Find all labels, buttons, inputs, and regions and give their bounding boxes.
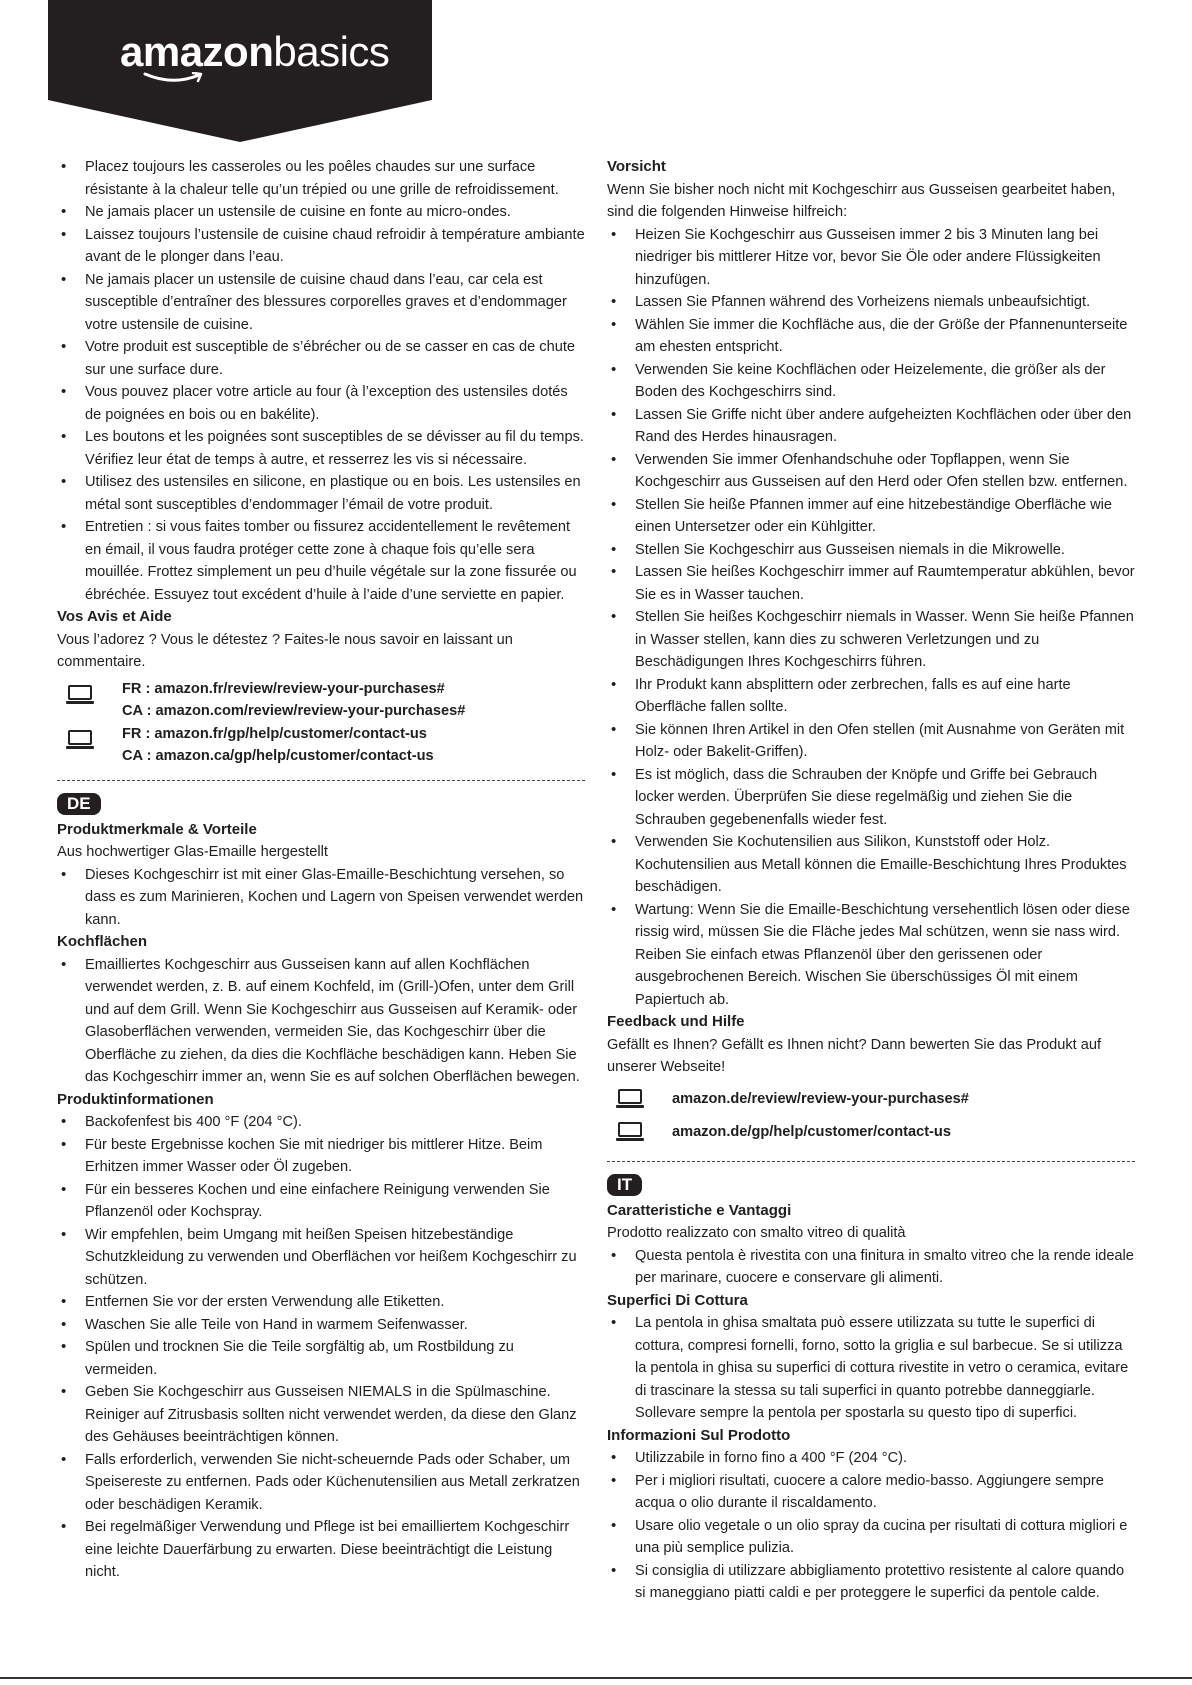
fr-link-review-fr[interactable] — [57, 678, 585, 701]
de-features-list — [57, 864, 585, 932]
logo-basics-text: basics — [273, 28, 390, 75]
it-info-heading: Informazioni Sul Prodotto — [607, 1426, 791, 1444]
fr-feedback-text: Vous l’adorez ? Vous le détestez ? Faites-le nous savoir en laissant un commentaire. — [57, 631, 513, 670]
list-item: • Waschen Sie alle Teile von Hand in warmem Seifenwasser. — [57, 1314, 585, 1337]
list-item: • Wählen Sie immer die Kochfläche aus, die der Größe der Pfannenunterseite am ehesten entspricht. — [607, 314, 1135, 359]
logo-amazon-text: amazon — [120, 28, 274, 75]
list-item: • Spülen und trocknen Sie die Teile sorgfältig ab, um Rostbildung zu vermeiden. — [57, 1336, 585, 1381]
list-item: • Utilizzabile in forno fino a 400 °F (204 °C). — [607, 1447, 1135, 1470]
list-item: • Per i migliori risultati, cuocere a calore medio-basso. Aggiungere sempre acqua o olio durante il riscaldamento. — [607, 1470, 1135, 1515]
de-link-review[interactable] — [607, 1083, 1135, 1116]
list-item: • Emailliertes Kochgeschirr aus Gusseisen kann auf allen Kochflächen verwendet werden, z. B. auf einem Kochfeld, im (Grill-)Ofen, unter dem Grill und auf dem Grill. Wenn Sie Kochgeschirr aus Gusseisen auf Keramik- oder Glasoberflächen verwenden, vermeiden Sie, das Kochgeschirr über die Oberfläche zu ziehen, da dies die Kochfläche beschädigen kann. Heben Sie das Kochgeschirr immer an, wenn Sie es auf solchen Oberflächen bewegen. — [57, 954, 585, 1089]
list-item: • Utilisez des ustensiles en silicone, en plastique ou en bois. Les ustensiles en métal sont susceptibles d’endommager l’émail de votre produit. — [57, 471, 585, 516]
language-badge-de: DE — [57, 793, 101, 815]
list-item: • Si consiglia di utilizzare abbigliamento protettivo resistente al calore quando si maneggiano piatti caldi e per proteggere le superfici da pentole calde. — [607, 1560, 1135, 1605]
list-item: • Für ein besseres Kochen und eine einfachere Reinigung verwenden Sie Pflanzenöl oder Kochspray. — [57, 1179, 585, 1224]
brand-logo — [120, 28, 389, 76]
link-text[interactable]: CA : amazon.ca/gp/help/customer/contact-us — [122, 748, 434, 764]
de-surfaces-list — [57, 954, 585, 1089]
list-item: • Lassen Sie Griffe nicht über andere aufgeheizten Kochflächen oder über den Rand des Herdes hinausragen. — [607, 404, 1135, 449]
list-item: • Vous pouvez placer votre article au four (à l’exception des ustensiles dotés de poignées en bois ou en bakélite). — [57, 381, 585, 426]
list-item: • Verwenden Sie immer Ofenhandschuhe oder Topflappen, wenn Sie Kochgeschirr aus Gusseisen auf den Herd oder Ofen stellen bzw. entfernen. — [607, 449, 1135, 494]
list-item: • Ihr Produkt kann absplittern oder zerbrechen, falls es auf eine harte Oberfläche fallen sollte. — [607, 674, 1135, 719]
de-link-group — [607, 1083, 1135, 1149]
right-column — [607, 156, 1135, 1605]
fr-feedback-heading: Vos Avis et Aide — [57, 608, 172, 625]
list-item: • Stellen Sie heißes Kochgeschirr niemals in Wasser. Wenn Sie heiße Pfannen in Wasser stellen, kann dies zu schweren Verletzungen und zu Beschädigungen Ihres Kochgeschirrs führen. — [607, 606, 1135, 674]
list-item: • Laissez toujours l’ustensile de cuisine chaud refroidir à température ambiante avant de le plonger dans l’eau. — [57, 224, 585, 269]
list-item: • Geben Sie Kochgeschirr aus Gusseisen NIEMALS in die Spülmaschine. Reiniger auf Zitrusbasis sollten nicht verwendet werden, da diese den Glanz des Gehäuses beeinträchtigen können. — [57, 1381, 585, 1449]
link-text[interactable]: FR : amazon.fr/review/review-your-purchases# — [122, 680, 445, 697]
list-item: • Entfernen Sie vor der ersten Verwendung alle Etiketten. — [57, 1291, 585, 1314]
list-item: • Stellen Sie Kochgeschirr aus Gusseisen niemals in die Mikrowelle. — [607, 539, 1135, 562]
list-item: • Für beste Ergebnisse kochen Sie mit niedriger bis mittlerer Hitze. Beim Erhitzen immer Wasser oder Öl zugeben. — [57, 1134, 585, 1179]
de-surfaces-heading: Kochflächen — [57, 933, 148, 950]
de-info-list — [57, 1111, 585, 1584]
list-item: • Wartung: Wenn Sie die Emaille-Beschichtung versehentlich lösen oder diese rissig wird, müssen Sie die Fläche jedes Mal schützen, wenn sie nass wird. Reiben Sie einfach etwas Pflanzenöl über den gerissenen oder ausgebrochenen Bereich. Wischen Sie überschüssiges Öl mit einem Papiertuch ab. — [607, 899, 1135, 1012]
laptop-icon — [615, 1121, 645, 1143]
de-feedback-heading: Feedback und Hilfe — [607, 1013, 745, 1030]
left-column — [57, 156, 585, 1584]
fr-link-group — [57, 678, 585, 768]
link-text[interactable]: FR : amazon.fr/gp/help/customer/contact-us — [122, 725, 427, 742]
list-item: • Es ist möglich, dass die Schrauben der Knöpfe und Griffe bei Gebrauch locker werden. Überprüfen Sie diese regelmäßig und ziehen Sie die Schrauben gegebenenfalls wieder fest. — [607, 764, 1135, 832]
link-text[interactable]: CA : amazon.com/review/review-your-purchases# — [122, 703, 466, 719]
laptop-icon — [615, 1088, 645, 1110]
list-item: • Bei regelmäßiger Verwendung und Pflege ist bei emailliertem Kochgeschirr eine leichte Dauerfärbung zu erwarten. Diese beeinträchtigt die Leistung nicht. — [57, 1516, 585, 1584]
brand-banner-point — [48, 100, 432, 142]
list-item: • Heizen Sie Kochgeschirr aus Gusseisen immer 2 bis 3 Minuten lang bei niedriger bis mittlerer Hitze vor, bevor Sie Öle oder andere Flüssigkeiten hinzufügen. — [607, 224, 1135, 292]
list-item: • Ne jamais placer un ustensile de cuisine chaud dans l’eau, car cela est susceptible d’entraîner des blessures corporelles graves et d’endommager votre ustensile de cuisine. — [57, 269, 585, 337]
language-badge-it: IT — [607, 1174, 642, 1196]
link-text[interactable]: amazon.de/gp/help/customer/contact-us — [672, 1123, 951, 1140]
it-surfaces-heading: Superfici Di Cottura — [607, 1291, 748, 1309]
de-caution-heading: Vorsicht — [607, 158, 666, 175]
de-info-heading: Produktinformationen — [57, 1090, 214, 1108]
list-item: • Verwenden Sie keine Kochflächen oder Heizelemente, die größer als der Boden des Kochgeschirrs sind. — [607, 359, 1135, 404]
list-item: • Ne jamais placer un ustensile de cuisine en fonte au micro-ondes. — [57, 201, 585, 224]
it-features-heading: Caratteristiche e Vantaggi — [607, 1201, 792, 1219]
list-item: • Backofenfest bis 400 °F (204 °C). — [57, 1111, 585, 1134]
list-item: • Questa pentola è rivestita con una finitura in smalto vitreo che la rende ideale per marinare, cuocere e conservare gli alimenti. — [607, 1245, 1135, 1290]
list-item: • Stellen Sie heiße Pfannen immer auf eine hitzebeständige Oberfläche wie einen Untersetzer oder ein Kühlgitter. — [607, 494, 1135, 539]
it-features-list — [607, 1245, 1135, 1290]
de-link-contact[interactable] — [607, 1116, 1135, 1149]
de-caution-text: Wenn Sie bisher noch nicht mit Kochgeschirr aus Gusseisen gearbeitet haben, sind die folgenden Hinweise hilfreich: — [607, 181, 1116, 220]
fr-safety-list — [57, 156, 585, 606]
it-surfaces-list — [607, 1312, 1135, 1425]
list-item: • Dieses Kochgeschirr ist mit einer Glas-Emaille-Beschichtung versehen, so dass es zum Marinieren, Kochen und Lagern von Speisen verwendet werden kann. — [57, 864, 585, 932]
link-text[interactable]: amazon.de/review/review-your-purchases# — [672, 1090, 969, 1107]
fr-link-review-ca[interactable] — [57, 700, 585, 723]
fr-link-contact-ca[interactable] — [57, 745, 585, 768]
de-feedback-text: Gefällt es Ihnen? Gefällt es Ihnen nicht? Dann bewerten Sie das Produkt auf unserer Webseite! — [607, 1036, 1102, 1075]
list-item: • Lassen Sie Pfannen während des Vorheizens niemals unbeaufsichtigt. — [607, 291, 1135, 314]
de-caution-list — [607, 224, 1135, 1012]
list-item: • La pentola in ghisa smaltata può essere utilizzata su tutte le superfici di cottura, compresi fornelli, forno, sotto la griglia e sul barbecue. Se si utilizza la pentola in ghisa su superfici di cottura rivestite in vetro o ceramica, evitare di trascinare la stessa su tali superfici in quanto potrebbe danneggiarle. Sollevare sempre la pentola per spostarla su questo tipo di superfici. — [607, 1312, 1135, 1425]
list-item: • Wir empfehlen, beim Umgang mit heißen Speisen hitzebeständige Schutzkleidung zu verwenden und Oberflächen vor heißem Kochgeschirr zu schützen. — [57, 1224, 585, 1292]
list-item: • Votre produit est susceptible de s’ébrécher ou de se casser en cas de chute sur une surface dure. — [57, 336, 585, 381]
smile-arrow-icon — [143, 72, 205, 84]
page-bottom-rule — [0, 1677, 1192, 1679]
fr-link-contact-fr[interactable] — [57, 723, 585, 746]
list-item: • Usare olio vegetale o un olio spray da cucina per risultati di cottura migliori e una più semplice pulizia. — [607, 1515, 1135, 1560]
list-item: • Les boutons et les poignées sont susceptibles de se dévisser au fil du temps. Vérifiez leur état de temps à autre, et resserrez les vis si nécessaire. — [57, 426, 585, 471]
list-item: • Entretien : si vous faites tomber ou fissurez accidentellement le revêtement en émail, il vous faudra protéger cette zone à chaque fois qu’elle sera mouillée. Frottez simplement un peu d’huile végétale sur la zone fissurée ou ébréchée. Essuyez tout excédent d’huile à l’aide d’une serviette en papier. — [57, 516, 585, 606]
de-features-text: Aus hochwertiger Glas-Emaille hergestellt — [57, 844, 328, 860]
list-item: • Lassen Sie heißes Kochgeschirr immer auf Raumtemperatur abkühlen, bevor Sie es in Wasser tauchen. — [607, 561, 1135, 606]
list-item: • Sie können Ihren Artikel in den Ofen stellen (mit Ausnahme von Geräten mit Holz- oder Bakelit-Griffen). — [607, 719, 1135, 764]
de-features-heading: Produktmerkmale & Vorteile — [57, 820, 257, 838]
it-info-list — [607, 1447, 1135, 1605]
list-item: • Verwenden Sie Kochutensilien aus Silikon, Kunststoff oder Holz. Kochutensilien aus Metall können die Emaille-Beschichtung Ihres Produktes beschädigen. — [607, 831, 1135, 899]
list-item: • Falls erforderlich, verwenden Sie nicht-scheuernde Pads oder Schaber, um Speisereste zu entfernen. Pads oder Küchenutensilien aus Metall zerkratzen oder beschädigen Keramik. — [57, 1449, 585, 1517]
section-divider — [57, 780, 585, 781]
section-divider — [607, 1161, 1135, 1162]
it-features-text: Prodotto realizzato con smalto vitreo di qualità — [607, 1225, 906, 1241]
list-item: • Placez toujours les casseroles ou les poêles chaudes sur une surface résistante à la chaleur telle qu’un trépied ou une grille de refroidissement. — [57, 156, 585, 201]
